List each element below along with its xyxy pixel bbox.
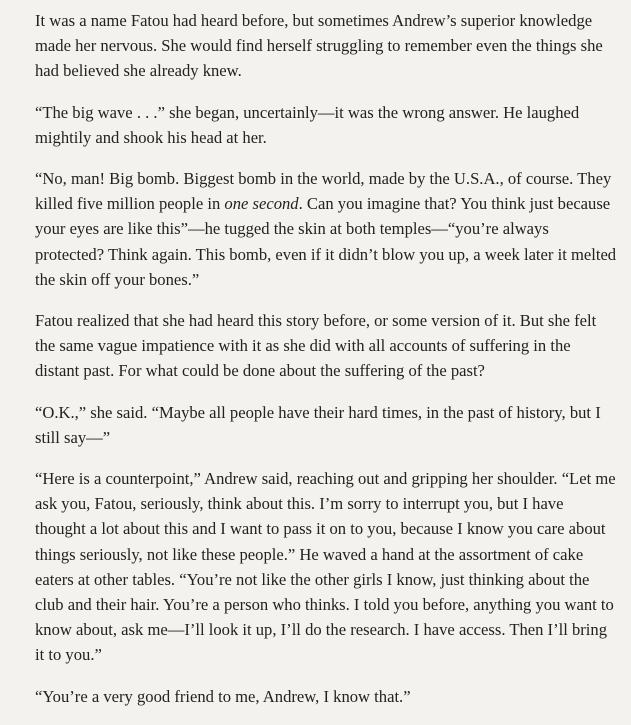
paragraph-5: “O.K.,” she said. “Maybe all people have their hard times, in the past of history, but I still say—” xyxy=(35,402,601,447)
paragraph-1: It was a name Fatou had heard before, but sometimes Andrew’s superior knowledge made her nervous. She would find herself struggling to remember even the things she had believed she already knew. xyxy=(35,11,603,81)
paragraph-6: “Here is a counterpoint,” Andrew said, reaching out and gripping her shoulder. “Let me ask you, Fatou, seriously, think about this. I’m sorry to interrupt you, but I have thought a lot about this and I want to pass it on to you, because I know you care about things seriously, not like these people.” He waved a hand at the assortment of cake eaters at other tables. “You’re not like the other girls I know, just thinking about the club and their hair. You’re a person who thinks. I told you before, anything you want to know about, ask me—I’ll look it up, I’ll do the research. I have access. Then I’ll bring it to you.” xyxy=(35,469,616,665)
paragraph-3-text-start: “No, man! Big bomb. Biggest bomb in the world, made by the U.S.A., of course. They killed five million people in xyxy=(35,169,612,214)
paragraph-2: “The big wave . . .” she began, uncertainly—it was the wrong answer. He laughed mightily and shook his head at her. xyxy=(35,102,580,147)
paragraph-7: “You’re a very good friend to me, Andrew, I know that.” xyxy=(35,686,411,706)
paragraph-4: Fatou realized that she had heard this story before, or some version of it. But she felt the same vague impatience with it as she did with all accounts of suffering in the distant past. For what could be done about the suffering of the past? xyxy=(35,311,597,381)
paragraph-3-text-end: . Can you imagine that? You think just because your eyes are like this”—he tugged the skin at both temples—“you’re always protected? Think again. This bomb, even if it didn’t blow you up, a week later it melted the skin off your bones.” xyxy=(35,194,617,289)
paragraph-3 xyxy=(35,166,617,292)
article-body xyxy=(35,8,617,725)
emphasis-one-second: one second xyxy=(224,194,299,214)
